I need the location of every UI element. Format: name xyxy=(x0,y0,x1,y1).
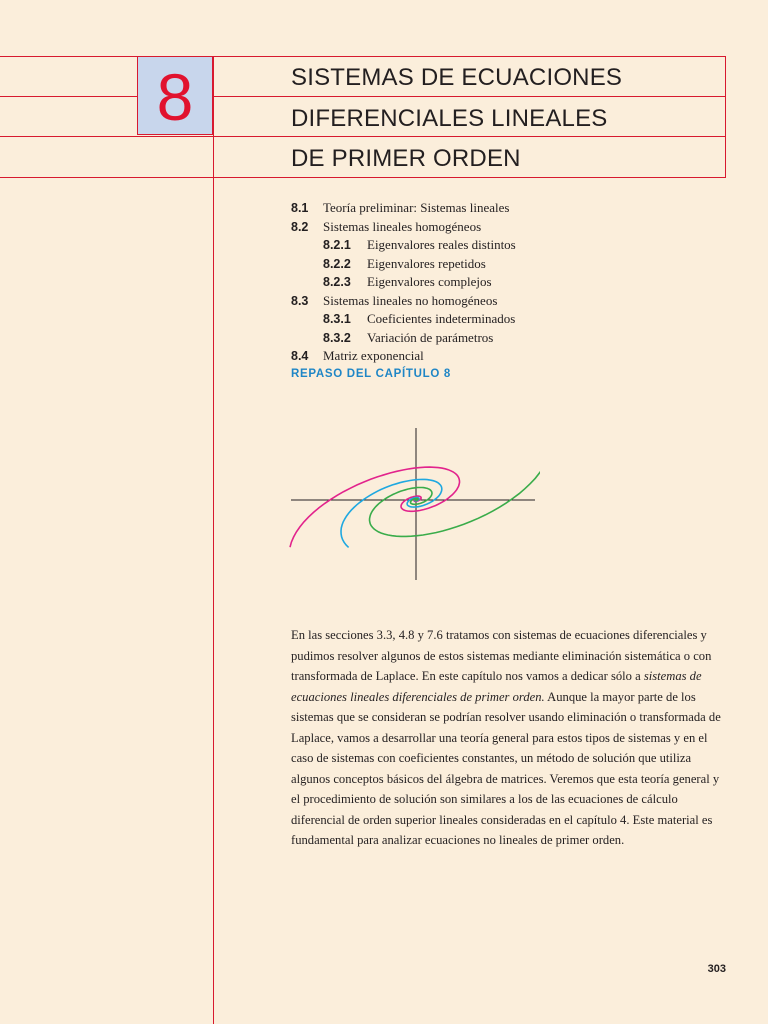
toc-item xyxy=(323,255,486,273)
chapter-title-line-3: DE PRIMER ORDEN xyxy=(291,145,521,172)
toc-item xyxy=(323,236,516,254)
intro-paragraph xyxy=(291,625,727,851)
header-rule-mid-left xyxy=(0,96,137,97)
toc-text: Variación de parámetros xyxy=(367,329,494,345)
toc-text: Eigenvalores repetidos xyxy=(367,255,486,271)
toc-number: 8.3.2 xyxy=(323,330,351,345)
toc-number: 8.4 xyxy=(291,349,309,363)
toc-item xyxy=(291,218,481,236)
header-rule-right xyxy=(725,56,726,178)
toc-number: 8.1 xyxy=(291,201,309,215)
toc-number: 8.3 xyxy=(291,293,309,308)
toc-text: Coeficientes indeterminados xyxy=(367,311,516,326)
page-number: 303 xyxy=(707,963,726,975)
toc-item xyxy=(291,347,424,365)
spiral-curve-green xyxy=(370,456,541,536)
toc-item xyxy=(291,292,497,310)
toc-text: Matriz exponencial xyxy=(323,348,424,363)
chapter-review-heading: REPASO DEL CAPÍTULO 8 xyxy=(291,368,451,380)
intro-text-start: En las secciones 3.3, 4.8 y 7.6 tratamos con sistemas de ecuaciones diferenciales y pudimos resolver algunos de estos sistemas mediante eliminación sistemática o con transformada de Laplace. En este capítulo nos vamos a dedicar sólo a xyxy=(291,628,712,683)
toc-text: Teoría preliminar: Sistemas lineales xyxy=(323,200,510,215)
toc-item xyxy=(323,329,493,347)
spiral-curves xyxy=(290,456,540,547)
toc-number: 8.3.1 xyxy=(323,312,351,326)
intro-text-end: Aunque la mayor parte de los sistemas que se consideran se podrían resolver usando eliminación o transformada de Laplace, vamos a desarrollar una teoría general para estos tipos de sistemas y en el caso de sistemas con coeficientes constantes, un método de solución que utiliza algunos conceptos básicos del álgebra de matrices. Veremos que esta teoría general y el procedimiento de solución son similares a los de las ecuaciones de cálculo diferencial de orden superior lineales consideradas en el capítulo 4. Este material es fundamental para analizar ecuaciones no lineales de primer orden. xyxy=(291,689,721,847)
toc-text: Eigenvalores reales distintos xyxy=(367,237,516,252)
toc-item xyxy=(323,273,492,291)
toc-number: 8.2.2 xyxy=(323,256,351,271)
chapter-number-box xyxy=(137,56,213,135)
header-rule-top-left xyxy=(0,56,137,57)
intro-emphasis: sistemas de ecuaciones lineales diferenciales de primer orden. xyxy=(291,669,702,704)
toc-number: 8.2.1 xyxy=(323,238,351,252)
spiral-curve-cyan xyxy=(341,479,442,547)
toc-item xyxy=(291,199,509,217)
chapter-title-line-2: DIFERENCIALES LINEALES xyxy=(291,105,608,132)
spiral-phase-portrait-icon xyxy=(285,425,540,585)
header-rule-4 xyxy=(0,177,726,178)
toc-text: Eigenvalores complejos xyxy=(367,274,492,289)
toc-text: Sistemas lineales homogéneos xyxy=(323,218,482,234)
margin-rule xyxy=(213,56,214,1024)
toc-number: 8.2.3 xyxy=(323,275,351,289)
header-rule-2 xyxy=(213,96,726,97)
toc-number: 8.2 xyxy=(291,219,309,234)
header-rule-3 xyxy=(0,136,726,137)
chapter-title-line-1: SISTEMAS DE ECUACIONES xyxy=(291,64,623,91)
toc-text: Sistemas lineales no homogéneos xyxy=(323,292,498,308)
toc-item xyxy=(323,310,515,328)
chapter-number: 8 xyxy=(156,59,194,134)
header-rule-1 xyxy=(213,56,726,57)
